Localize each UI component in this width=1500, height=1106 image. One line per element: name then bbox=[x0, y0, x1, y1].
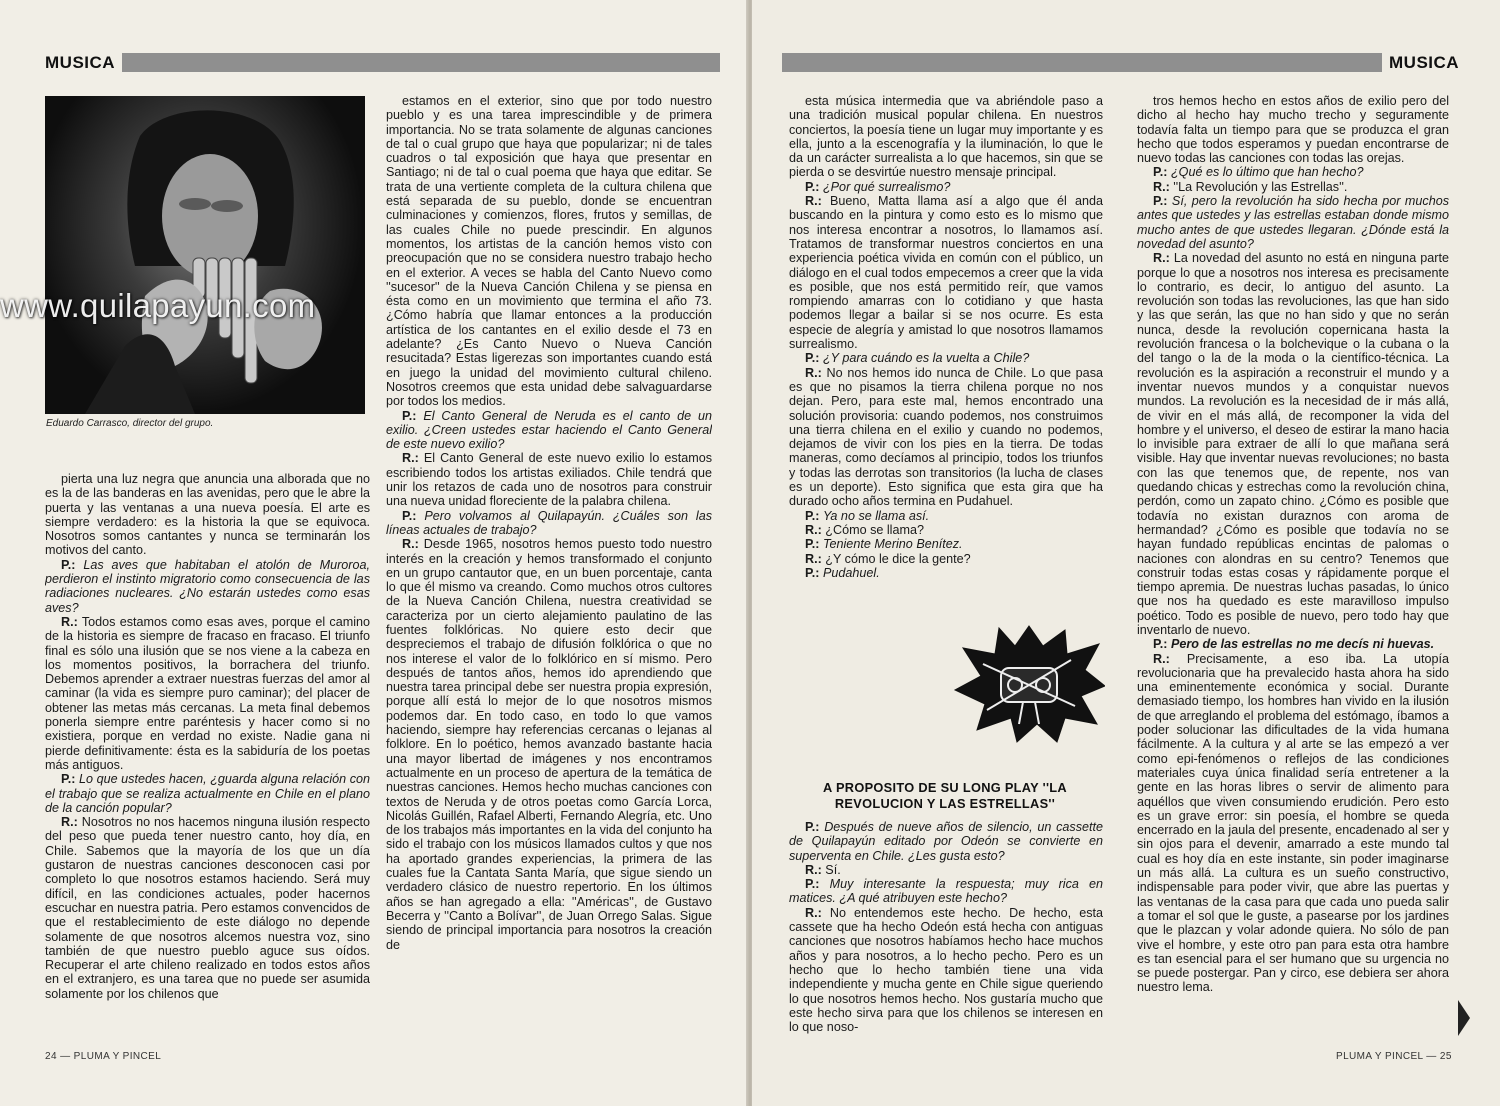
question-text: Pudahuel. bbox=[822, 565, 880, 580]
question-text: Lo que ustedes hacen, ¿guarda alguna relación con el trabajo que se realiza actualmente en Chile en el plano de la canción popular? bbox=[45, 772, 370, 815]
paragraph-text: ¿Cómo se llama? bbox=[825, 522, 924, 537]
paragraph bbox=[789, 366, 1103, 509]
paragraph bbox=[789, 523, 1103, 537]
paragraph bbox=[789, 194, 1103, 351]
paragraph bbox=[789, 877, 1103, 906]
paragraph bbox=[45, 558, 370, 615]
page-number-left: 24 — PLUMA Y PINCEL bbox=[45, 1051, 162, 1062]
text-column-2 bbox=[386, 94, 712, 1040]
question-text: Sí, pero la revolución ha sido hecha por muchos antes que ustedes y las estrellas estaban donde mismo mucho antes de que ustedes llegaran. ¿Dónde está la novedad del asunto? bbox=[1137, 194, 1449, 251]
question-text: ¿Qué es lo último que han hecho? bbox=[1170, 165, 1364, 180]
paragraph bbox=[1137, 652, 1449, 995]
paragraph-text: El Canto General de este nuevo exilio lo estamos escribiendo todos los artistas exiliados. Chile tendrá que unir los retazos de cada uno de nosotros para construir una nueva unidad floreciente de la palabra chilena. bbox=[386, 451, 712, 509]
answer-label: R.: bbox=[805, 551, 822, 566]
paragraph-text: No entendemos este hecho. De hecho, esta cassete que ha hecho Odeón está hecha con antiguas canciones que nosotros habíamos hecho hace muchos años y para nosotros, a lo hecho pecho. Pero es un hecho que lo hecho también tiene una vida independiente y mucha gente en Chile sigue queriendo lo que nosotros hemos hecho. Nos gustaría mucho que este hecho sirva para que los chilenos se interesen en lo que noso- bbox=[789, 905, 1103, 1035]
text-column-1 bbox=[45, 472, 370, 1042]
question-label: P.: bbox=[805, 565, 820, 580]
subsection-heading-line-1: A PROPOSITO DE SU LONG PLAY ''LA bbox=[823, 780, 1067, 795]
question-label: P.: bbox=[1153, 165, 1168, 180]
paragraph-text: Nosotros no nos hacemos ninguna ilusión respecto del peso que pueda tener nuestro canto, hoy día, en Chile. Sabemos que la mayoría de los que un día gustaron de nuestras canciones desconocen casi por completo lo que nosotros estamos haciendo. Será muy difícil, en las condiciones actuales, poder hacernos escuchar en nuestra patria. Pero estamos convencidos de que el restablecimiento de este diálogo no depende solamente de que nosotros alcemos nuestra voz, sino también de que nuestro pueblo aguce sus oídos. Recuperar el arte chileno realizado en todos estos años en el extranjero, es una tarea que no puede ser asumida solamente por los chilenos que bbox=[45, 815, 370, 1001]
paragraph bbox=[386, 94, 712, 409]
question-text: El Canto General de Neruda es el canto de un exilio. ¿Creen ustedes estar haciendo el Canto General de este nuevo exilio? bbox=[386, 408, 712, 452]
answer-label: R.: bbox=[61, 815, 78, 830]
paragraph-text: Desde 1965, nosotros hemos puesto todo nuestro interés en la creación y hemos transformado el conjunto en un grupo cantautor que, en un buen porcentaje, canta lo que él mismo va creando. Como muchos otros cultores de la Nueva Canción Chilena, nuestra creatividad se caracteriza por un cierto alejamiento paulatino de las fuentes folklóricas. No quiere esto decir que despreciemos el trabajo de difusión folklórica o que no nos interese el valor de lo folklórico en sí mismo. Pero después de tantos años, hemos ido aprendiendo que nuestra tarea principal debe ser nuestra propia expresión, porque allí está lo mejor de lo que nosotros mismos podemos dar. En todo caso, en todo lo que vamos haciendo, siempre hay referencias cercanas o lejanas al folklore. En lo poético, hemos avanzado bastante hacia una mayor libertad de imágenes y nos encontramos actualmente en un proceso de apertura de la temática de nuestras canciones. Hemos hecho muchas canciones con textos de Neruda y de otros poetas como García Lorca, Nicolás Guillén, Rafael Alberti, Fernando Alegría, etc. Uno de los trabajos más importantes en la vida del conjunto ha sido el trabajo con los músicos llamados cultos y que nos ha aportado grandes experiencias, la primera de las cuales fue la Cantata Santa María, que sigue siendo un verdadero clásico de nuestro repertorio. En los últimos años se han agregado a ella: ''Américas'', de Gustavo Becerra y ''Canto a Bolívar'', de Juan Orrego Salas. Sigue siendo de principal importancia para nosotros la creación de bbox=[386, 537, 712, 952]
paragraph bbox=[1137, 251, 1449, 637]
subsection-heading-line-2: REVOLUCION Y LAS ESTRELLAS'' bbox=[834, 796, 1056, 811]
paragraph bbox=[789, 537, 1103, 551]
paragraph bbox=[1137, 165, 1449, 179]
paragraph bbox=[386, 509, 712, 538]
page-number-right: PLUMA Y PINCEL — 25 bbox=[1336, 1051, 1452, 1062]
paragraph bbox=[789, 566, 1103, 580]
paragraph-text: tros hemos hecho en estos años de exilio pero del dicho al hecho hay mucho trecho y seguramente todavía falta un tiempo para que se produzca el gran hecho que todos esperamos y puedan encontrarse de nuevo todas las canciones con todas las orejas. bbox=[1137, 94, 1449, 166]
question-label: P.: bbox=[1153, 194, 1168, 209]
question-label: P.: bbox=[61, 772, 76, 787]
starburst-illustration bbox=[953, 624, 1105, 744]
paragraph-text: ¿Y cómo le dice la gente? bbox=[825, 551, 971, 566]
subsection-heading bbox=[800, 780, 1090, 812]
question-label: P.: bbox=[805, 351, 820, 366]
question-label: P.: bbox=[805, 537, 820, 552]
paragraph bbox=[789, 351, 1103, 365]
question-label: P.: bbox=[805, 179, 820, 194]
question-label: P.: bbox=[805, 508, 820, 523]
text-column-3-bottom bbox=[789, 820, 1103, 1042]
continue-arrow-icon bbox=[1458, 1000, 1470, 1036]
text-column-4 bbox=[1137, 94, 1449, 1040]
paragraph-text: estamos en el exterior, sino que por todo nuestro pueblo y es una tarea imprescindible y de primera importancia. No se trata solamente de algunas canciones de tal o cual grupo que haya que popularizar; ni de tales cuadros o tal exposición que haya que presentar en Santiago; ni de tal o cual poema que haya que editar. Se trata de una vertiente completa de la cultura chilena que está separada de su pueblo, donde se encuentran culminaciones y comienzos, flores, frutos y semillas, de las cuales Chile no puede prescindir. En algunos momentos, los artistas de la canción hemos visto con preocupación que no se considera nuestro trabajo hecho en el exterior. A veces se habla del Canto Nuevo como ''sucesor'' de la Nueva Canción Chilena y se piensa en ésta como en un movimiento que termina el año 73. ¿Cómo habría que llamar entonces a la producción artística de los cantantes en el exilio desde el 73 en adelante? ¿Es Canto Nuevo o Nueva Canción resucitada? Estas ligerezas son importantes cuando está en juego la unidad del movimiento cultural chileno. Nosotros creemos que esta unidad debe salvaguardarse por todos los medios. bbox=[386, 94, 712, 409]
answer-label: R.: bbox=[1153, 179, 1170, 194]
answer-label: R.: bbox=[1153, 651, 1170, 666]
paragraph bbox=[1137, 94, 1449, 165]
paragraph bbox=[789, 863, 1103, 877]
watermark-text: www.quilapayun.com bbox=[0, 287, 316, 324]
question-text: Ya no se llama así. bbox=[822, 508, 930, 523]
question-text: ¿Por qué surrealismo? bbox=[822, 179, 951, 194]
question-text: Pero de las estrellas no me decís ni huevas. bbox=[1170, 637, 1435, 652]
paragraph bbox=[789, 906, 1103, 1035]
question-label: P.: bbox=[1153, 637, 1168, 652]
photo-illustration bbox=[45, 96, 365, 414]
paragraph bbox=[45, 815, 370, 1001]
paragraph bbox=[45, 615, 370, 772]
question-text: Después de nueve años de silencio, un cassette de Quilapayún editado por Odeón se convierte en superventa en Chile. ¿Les gusta esto? bbox=[789, 820, 1103, 863]
paragraph-text: Sí. bbox=[825, 862, 841, 877]
answer-label: R.: bbox=[61, 614, 78, 629]
left-page bbox=[0, 0, 748, 1106]
section-bar-right bbox=[782, 53, 1382, 72]
paragraph-text: pierta una luz negra que anuncia una alborada que no es la de las banderas en las avenidas, pero que le abre la puerta y las ventanas a una nueva poesía. El arte es siempre verdadero: es la historia la que se equivoca. Nosotros somos cantantes y nunca se terminarán los motivos del canto. bbox=[45, 472, 370, 558]
paragraph bbox=[386, 451, 712, 508]
paragraph-text: Todos estamos como esas aves, porque el camino de la historia es siempre de fracaso en fracaso. El triunfo final es sólo una ilusión que se nos viene a la cabeza en los momentos positivos, la borrachera del triunfo. Debemos aprender a extraer nuestras fuerzas del amor al caminar (la vida es siempre puro caminar); del placer de obtener las metas más cercanas. La meta final debemos ponerla siempre entre paréntesis y hacer como si no existiera, porque en verdad no existe. Nadie gana ni pierde definitivamente: ésta es la sabiduría de los poetas más antiguos. bbox=[45, 614, 370, 772]
paragraph bbox=[386, 537, 712, 952]
paragraph bbox=[1137, 194, 1449, 251]
question-text: Teniente Merino Benítez. bbox=[822, 537, 963, 552]
paragraph bbox=[789, 552, 1103, 566]
question-text: ¿Y para cuándo es la vuelta a Chile? bbox=[822, 351, 1030, 366]
paragraph bbox=[45, 772, 370, 815]
paragraph bbox=[789, 180, 1103, 194]
paragraph-text: No nos hemos ido nunca de Chile. Lo que pasa es que no pisamos la tierra chilena porque no nos dejan. Pero, para este mal, hemos encontrado una solución provisoria: cuando podemos, nos construimos una tierra chilena en el exilio y cuando no podemos, dejamos de vivir con los pies en la tierra. De todas maneras, como decíamos al principio, todos los triunfos y todas las derrotas son transitorios (la lucha de clases es un deporte). Esto significa que esta gira que ha durado ocho años termina en Pudahuel. bbox=[789, 365, 1103, 509]
question-text: Las aves que habitaban el atolón de Muroroa, perdieron el instinto migratorio como consecuencia de las radiaciones nucleares. ¿No estarán ustedes como esas aves? bbox=[45, 557, 370, 615]
question-label: P.: bbox=[805, 820, 820, 834]
paragraph-text: esta música intermedia que va abriéndole paso a una tradición musical popular chilena. En nuestros conciertos, la poesía tiene un lugar muy importante y es ella, junto a la escenografía y la iluminación, lo que le da un carácter surrealista a lo que hacemos, sin que se pierda o se desvirtúe nuestro mensaje principal. bbox=[789, 94, 1103, 180]
question-text: Pero volvamos al Quilapayún. ¿Cuáles son las líneas actuales de trabajo? bbox=[386, 508, 712, 537]
section-title-left: MUSICA bbox=[45, 53, 116, 72]
paragraph bbox=[789, 94, 1103, 180]
photo-eduardo-carrasco bbox=[45, 96, 365, 414]
question-label: P.: bbox=[61, 557, 76, 572]
paragraph bbox=[45, 472, 370, 558]
answer-label: R.: bbox=[805, 365, 822, 380]
paragraph bbox=[789, 509, 1103, 523]
answer-label: R.: bbox=[1153, 251, 1170, 266]
question-label: P.: bbox=[805, 877, 820, 892]
answer-label: R.: bbox=[805, 905, 822, 920]
paragraph bbox=[386, 409, 712, 452]
answer-label: R.: bbox=[805, 194, 822, 209]
answer-label: R.: bbox=[805, 862, 822, 877]
answer-label: R.: bbox=[805, 522, 822, 537]
text-column-3 bbox=[789, 94, 1103, 606]
paragraph-text: ''La Revolución y las Estrellas''. bbox=[1173, 179, 1348, 194]
paragraph-text: Precisamente, a eso iba. La utopía revolucionaria que ha prevalecido hasta ahora ha sido una eminentemente económica y social. Durante demasiado tiempo, los hombres han vivido en la ilusión de que arreglando el problema del estómago, íbamos a poder solucionar las dificultades de la vida humana fácilmente. A la cultura y al arte se las empezó a ver como epi-fenómenos o reflejos de las condiciones materiales cuya única finalidad sería entretener a la gente en las horas libres o servir de alimento para aquéllos que viven consumiendo erudición. Pero esto es un grave error: sin poesía, el hombre se queda encerrado en la jaula del presente, encadenado al ser y sin ojos para el devenir, amarrado a este mundo tal cual es hoy día en este instante, sin poder imaginarse un más allá. La cultura es un sueño constructivo, indispensable para poder vivir, que abre las puertas y las ventanas de la casa para que cada uno pueda salir a tomar el sol que le guste, a pasearse por los jardines que le plazcan y volar adonde quiera. No sólo de pan vive el hombre, y este otro pan para esta otra hambre es tan esencial para el ser humano que su urgencia no se puede postergar. Pan y circo, ese debiera ser ahora nuestro lema. bbox=[1137, 651, 1449, 995]
paragraph bbox=[789, 820, 1103, 863]
question-text: Muy interesante la respuesta; muy rica en matices. ¿A qué atribuyen este hecho? bbox=[789, 877, 1103, 906]
question-label: P.: bbox=[402, 408, 417, 423]
paragraph bbox=[1137, 180, 1449, 194]
answer-label: R.: bbox=[402, 537, 419, 552]
answer-label: R.: bbox=[402, 451, 419, 466]
paragraph-text: La novedad del asunto no está en ninguna parte porque lo que a nosotros nos interesa es precisamente lo contrario, es decir, lo antiguo del asunto. La revolución son todas las revoluciones, las que han sido y las que serán, las que no han sido y que no serán nunca, desde la revolución copernicana hasta la revolución francesa o la bolchevique o la cubana o la del tango o la de la moda o la científico-técnica. La revolución es la aspiración a reconstruir el mundo y a inventar nuevos mundos y a conquistar nuevos mundos. La revolución es la necesidad de ir más allá, de vivir en el más allá, de recomponer la vida del hombre y el universo, el deseo de estirar la mano hacia lo invisible para extraer de allí lo que mañana será visible. Hay que inventar nuevas revoluciones; no basta con las que tenemos que, de repente, nos van quedando chicas y estrechas como la revolución china, perdón, como un zapato chino. ¿Cómo es posible que todavía no existan duraznos con aroma de hermandad? ¿Cómo es posible que todavía no se hayan fundado repúblicas encintas de palomas o naciones con alondras en su centro? Tenemos que construir todas estas cosas y rápidamente porque el tiempo apremia. De nuestras luchas pasadas, lo único que nos ha quedado es este maravilloso impulso poético. Todo es posible de nuevo, pero todo hay que inventarlo de nuevo. bbox=[1137, 251, 1449, 637]
paragraph-text: Bueno, Matta llama así a algo que él anda buscando en la pintura y como esto es lo mismo que nos interesa encontrar a nosotros, lo llamamos así. Tratamos de transformar nuestros conciertos en una experiencia poética vivida en común con el público, un diálogo en el cual todos empecemos a creer que la vida es posible, que nos está permitido reír, que vamos rompiendo amarras con lo cotidiano y que hasta podemos llegar a bailar si se nos ocurre. Es esta especie de alegría y amistad lo que nosotros llamamos surrealismo. bbox=[789, 194, 1103, 352]
photo-caption: Eduardo Carrasco, director del grupo. bbox=[46, 418, 214, 429]
question-label: P.: bbox=[402, 508, 417, 523]
section-bar-left bbox=[122, 53, 720, 72]
section-title-right: MUSICA bbox=[1389, 53, 1460, 72]
paragraph bbox=[1137, 637, 1449, 651]
